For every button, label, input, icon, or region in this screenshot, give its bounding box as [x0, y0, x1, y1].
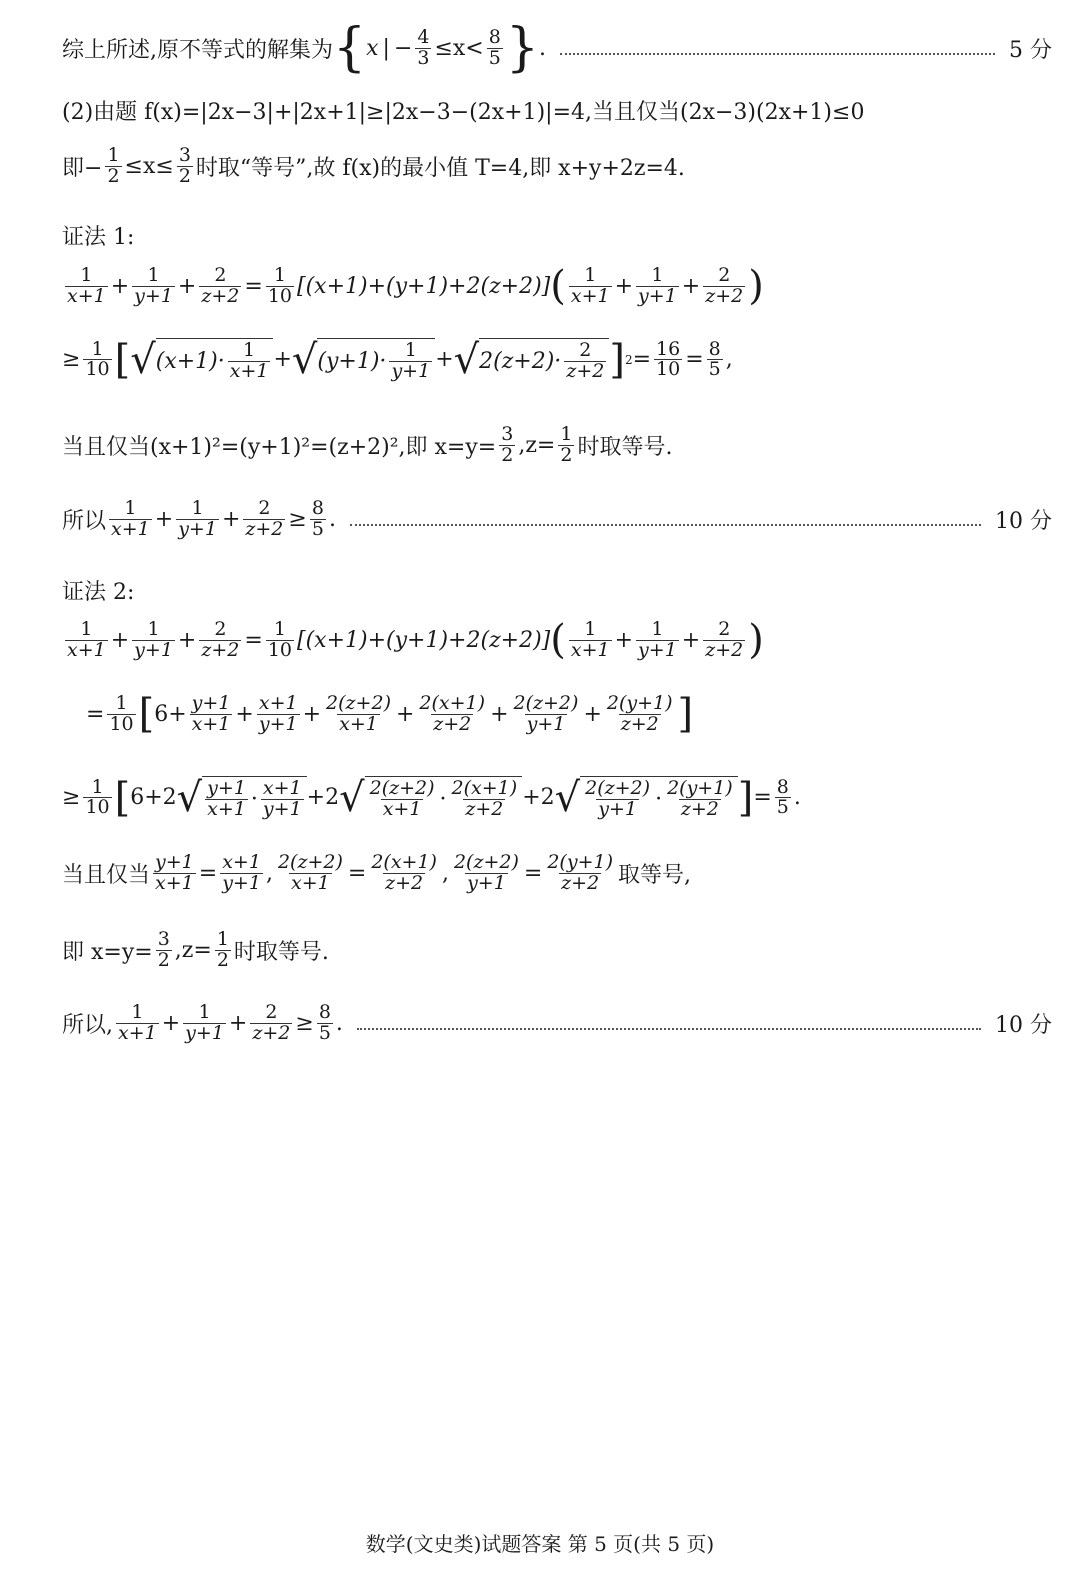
sqrt-term: √ (y+1)· $\frac{1}{y+1}$	[292, 338, 435, 382]
proof2-label: 证法 2:	[62, 580, 135, 605]
conclusion-text: 综上所述,原不等式的解集为	[62, 37, 333, 63]
set-variable: x	[366, 35, 379, 61]
proof1-expansion: $\frac{1}{x+1}$ + $\frac{1}{y+1}$ + $\frac{2}{z+2}$ = $\frac{1}{10}$ [(x+1)+(y+1)+2(z+2)] ( $\frac{1}{x+1}$ + $\frac{1}{y+1}$ + $\frac{2}{z+2}$ )	[67, 263, 764, 310]
proof2-equality-condition: 当且仅当 $\frac{y+1}{x+1}$ = $\frac{x+1}{y+1}$ , $\frac{2(z+2)}{x+1}$ = $\frac{2(x+1)}{z+2}$ , $\frac{2(z+2)}{y+1}$ = $\frac{2(y+1)}{z+2}$ 取等号,	[62, 851, 691, 894]
proof2-inequality: ≥ $\frac{1}{10}$ [ 6+2 √ $\frac{y+1}{x+1}$ · $\frac{x+1}{y+1}$ +2 √ $\frac{2(z+2)}{x+1}$ · $\frac{2(x+1)}{z+2}$ +2 √ $\frac{2(z+2)}{y+1}$ · $\frac{2(y+1)}{z+2}$ ] = $\frac{8}{5}$ .	[62, 774, 801, 821]
page-footer: 数学(文史类)试题答案 第 5 页(共 5 页)	[365, 1532, 715, 1556]
proof2-expansion: $\frac{1}{x+1}$ + $\frac{1}{y+1}$ + $\frac{2}{z+2}$ = $\frac{1}{10}$ [(x+1)+(y+1)+2(z+2)] ( $\frac{1}{x+1}$ + $\frac{1}{y+1}$ + $\frac{2}{z+2}$ )	[67, 617, 764, 664]
sqrt-term: √ (x+1)· $\frac{1}{x+1}$	[130, 338, 273, 382]
proof2-solution: 即 x=y= $\frac{3}{2}$ ,z= $\frac{1}{2}$ 时取等号.	[62, 928, 329, 971]
fraction: $\frac{8}{5}$	[488, 25, 501, 69]
minimum-line: 即− $\frac{1}{2}$ ≤x≤ $\frac{3}{2}$ 时取“等号”,故 f(x)的最小值 T=4,即 x+y+2z=4.	[62, 144, 685, 187]
fraction: $\frac{1}{2}$	[107, 144, 120, 187]
proof1-equality-condition: 当且仅当(x+1)²=(y+1)²=(z+2)²,即 x=y= $\frac{3}{2}$ ,z= $\frac{1}{2}$ 时取等号.	[62, 423, 673, 466]
proof2-conclusion: 所以, $\frac{1}{x+1}$ + $\frac{1}{y+1}$ + $\frac{2}{z+2}$ ≥ $\frac{8}{5}$ . 10 分	[62, 1001, 1052, 1044]
sqrt-term: √ $\frac{2(z+2)}{x+1}$ · $\frac{2(x+1)}{z+2}$	[339, 776, 522, 820]
dot-leader	[350, 524, 981, 526]
sqrt-term: √ 2(z+2)· $\frac{2}{z+2}$	[454, 338, 610, 382]
proof1-inequality: ≥ $\frac{1}{10}$ [ √ (x+1)· $\frac{1}{x+1}$ + √ (y+1)· $\frac{1}{y+1}$ + √ 2(z+2)· $\frac{2}{z+2}$ ] 2 = $\frac{16}{10}$ = $\frac{8}{5}$ ,	[62, 336, 733, 383]
sqrt-term: √ $\frac{y+1}{x+1}$ · $\frac{x+1}{y+1}$	[177, 776, 307, 820]
score-10: 10 分	[995, 1012, 1052, 1038]
inequality: ≤x<	[434, 35, 484, 61]
fraction: $\frac{4}{3}$	[417, 25, 430, 69]
left-brace: {	[333, 18, 367, 78]
proof1-label: 证法 1:	[62, 225, 135, 250]
sqrt-term: √ $\frac{2(z+2)}{y+1}$ · $\frac{2(y+1)}{z+2}$	[555, 776, 738, 820]
dot-leader	[357, 1028, 981, 1030]
proof2-expanded-sum: = $\frac{1}{10}$ [ 6+ $\frac{y+1}{x+1}$ + $\frac{x+1}{y+1}$ + $\frac{2(z+2)}{x+1}$ + $\frac{2(x+1)}{z+2}$ + $\frac{2(z+2)}{y+1}$ + $\frac{2(y+1)}{z+2}$ ]	[86, 691, 694, 738]
score-10: 10 分	[995, 508, 1052, 534]
part2-statement: (2)由题 f(x)=|2x−3|+|2x+1|≥|2x−3−(2x+1)|=4,当且仅当(2x−3)(2x+1)≤0	[62, 100, 865, 125]
conclusion-line: 综上所述,原不等式的解集为 { x | − $\frac{4}{3}$ ≤x< $\frac{8}{5}$ } . 5 分	[62, 18, 1052, 78]
fraction: $\frac{3}{2}$	[178, 144, 191, 187]
score-5: 5 分	[1009, 37, 1052, 63]
right-brace: }	[505, 18, 539, 78]
proof1-conclusion: 所以 $\frac{1}{x+1}$ + $\frac{1}{y+1}$ + $\frac{2}{z+2}$ ≥ $\frac{8}{5}$ . 10 分	[62, 497, 1052, 540]
dot-leader	[560, 53, 995, 55]
